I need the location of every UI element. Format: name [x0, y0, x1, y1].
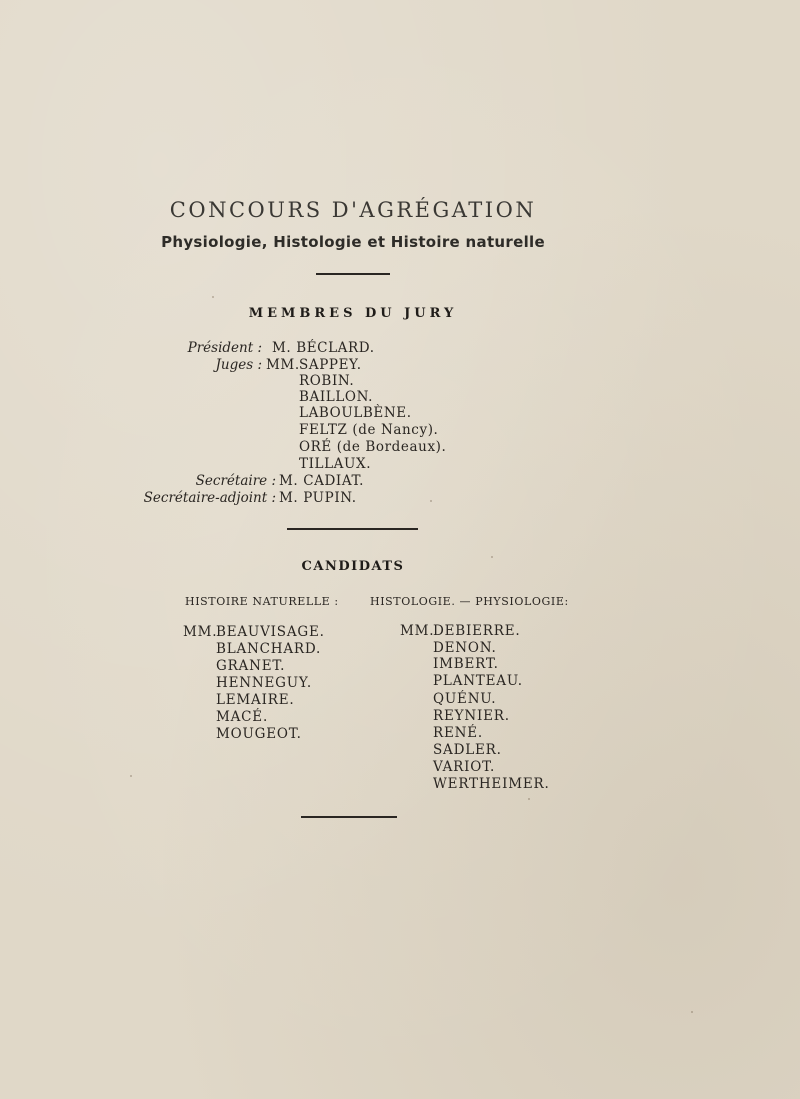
- juge-name: SAPPEY.: [299, 357, 362, 373]
- juge-name: TILLAUX.: [299, 456, 372, 472]
- candidate-name: MACÉ.: [216, 709, 269, 725]
- candidate-name: HENNEGUY.: [216, 675, 312, 691]
- candidate-name: QUÉNU.: [433, 691, 497, 707]
- candidate-name: BEAUVISAGE.: [216, 624, 325, 640]
- president-name: M. BÉCLARD.: [272, 340, 375, 356]
- paper-speck: [491, 556, 493, 558]
- candidate-name: RENÉ.: [433, 725, 483, 741]
- candidate-name: WERTHEIMER.: [433, 776, 550, 792]
- secretaire-name: M. CADIAT.: [279, 473, 364, 489]
- document-subtitle: Physiologie, Histologie et Histoire naturelle: [161, 233, 545, 251]
- histoire-naturelle-prefix: MM.: [183, 624, 218, 640]
- candidate-name: BLANCHARD.: [216, 641, 322, 657]
- candidate-name: VARIOT.: [433, 759, 496, 775]
- candidats-heading: CANDIDATS: [301, 559, 405, 574]
- document-title: CONCOURS D'AGRÉGATION: [169, 198, 537, 222]
- histoire-naturelle-heading: HISTOIRE NATURELLE :: [185, 595, 339, 608]
- secretaire-role: Secrétaire :: [195, 473, 276, 489]
- title-divider: [316, 273, 390, 275]
- bottom-divider: [301, 816, 397, 818]
- candidate-name: DENON.: [433, 640, 497, 656]
- jury-heading: MEMBRES DU JURY: [248, 306, 458, 321]
- histologie-physiologie-heading: HISTOLOGIE. — PHYSIOLOGIE:: [370, 595, 569, 608]
- juge-name: FELTZ (de Nancy).: [299, 422, 439, 438]
- juge-name: ROBIN.: [299, 373, 355, 389]
- paper-speck: [691, 1011, 693, 1013]
- paper-speck: [130, 775, 132, 777]
- paper-speck: [528, 798, 530, 800]
- juges-role: Juges :: [215, 357, 262, 373]
- paper-speck: [430, 500, 432, 502]
- candidate-name: PLANTEAU.: [433, 673, 523, 689]
- jury-divider: [287, 528, 418, 530]
- histologie-physiologie-prefix: MM.: [400, 623, 435, 639]
- candidate-name: REYNIER.: [433, 708, 510, 724]
- juges-prefix: MM.: [266, 357, 300, 373]
- candidate-name: MOUGEOT.: [216, 726, 302, 742]
- candidate-name: GRANET.: [216, 658, 286, 674]
- secretaire-adjoint-name: M. PUPIN.: [279, 490, 357, 506]
- secretaire-adjoint-role: Secrétaire-adjoint :: [143, 490, 276, 506]
- candidate-name: SADLER.: [433, 742, 502, 758]
- candidate-name: DEBIERRE.: [433, 623, 521, 639]
- candidate-name: LEMAIRE.: [216, 692, 295, 708]
- juge-name: LABOULBÈNE.: [299, 405, 412, 421]
- juge-name: BAILLON.: [299, 389, 374, 405]
- candidate-name: IMBERT.: [433, 656, 499, 672]
- paper-speck: [212, 296, 214, 298]
- president-role: Président :: [187, 340, 262, 356]
- juge-name: ORÉ (de Bordeaux).: [299, 439, 447, 455]
